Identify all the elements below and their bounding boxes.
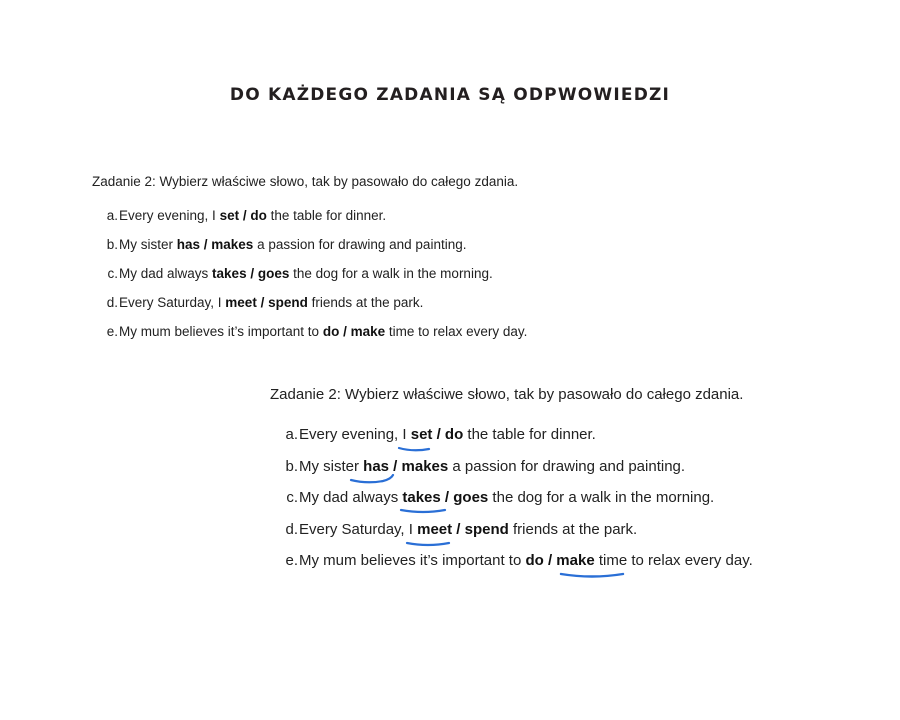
list-item [104, 322, 527, 351]
exercise-items [104, 206, 527, 351]
item-text-before: My sister [119, 237, 177, 252]
answer-underline [405, 540, 451, 548]
item-text-after: friends at the park. [307, 295, 424, 310]
list-item [283, 551, 753, 583]
item-choice: meet / spend [417, 520, 509, 538]
item-marker: e. [285, 552, 298, 569]
item-text-after: the table for dinner. [266, 208, 387, 223]
item-choice: set / do [219, 208, 267, 223]
item-text-after: the table for dinner. [463, 426, 596, 443]
answer-underline [349, 474, 395, 486]
item-text-before: My dad always [119, 266, 213, 281]
item-text-after: time to relax every day. [385, 324, 528, 339]
item-choice: takes / goes [402, 489, 489, 506]
list-item [283, 425, 753, 457]
exercise-answered [270, 386, 753, 583]
item-choice: meet / spend [225, 295, 308, 310]
list-item [283, 457, 753, 489]
list-item [283, 488, 753, 520]
item-marker: b. [285, 457, 298, 475]
item-text-after: a passion for drawing and painting. [253, 237, 467, 252]
item-marker: d. [285, 520, 298, 538]
item-marker: e. [106, 324, 118, 339]
item-text-before: My mum believes it’s important to [119, 324, 323, 339]
item-text-before: My dad always [299, 489, 403, 506]
page-title: DO KAŻDEGO ZADANIA SĄ ODPWOWIEDZI [229, 85, 671, 105]
item-marker: d. [106, 295, 118, 310]
item-marker: a. [106, 208, 118, 223]
item-text-after: the dog for a walk in the morning. [488, 489, 715, 506]
item-text-after: a passion for drawing and painting. [448, 457, 686, 475]
exercise-instruction: Zadanie 2: Wybierz właściwe słowo, tak by pasowało do całego zdania. [270, 386, 744, 403]
item-text-after: the dog for a walk in the morning. [289, 266, 493, 281]
item-marker: a. [285, 426, 298, 443]
item-text-before: My mum believes it’s important to [299, 552, 526, 569]
list-item [104, 264, 527, 293]
list-item [104, 235, 527, 264]
answer-underline [559, 571, 625, 580]
item-choice: do / make [525, 552, 595, 569]
item-choice: has / makes [176, 237, 254, 252]
list-item [283, 520, 753, 552]
item-choice: do / make [322, 324, 386, 339]
item-marker: b. [106, 237, 118, 252]
list-item [104, 293, 527, 322]
item-text-before: Every Saturday, I [119, 295, 226, 310]
item-text-before: Every evening, I [299, 426, 411, 443]
item-text-after: friends at the park. [508, 520, 638, 538]
item-text-before: Every Saturday, I [299, 520, 418, 538]
item-choice: set / do [410, 426, 464, 443]
item-text-before: My sister [299, 457, 364, 475]
item-text-after: time to relax every day. [594, 552, 753, 569]
exercise-blank [92, 174, 527, 351]
answer-underline [399, 507, 447, 515]
exercise-instruction: Zadanie 2: Wybierz właściwe słowo, tak by pasowało do całego zdania. [92, 174, 519, 189]
list-item [104, 206, 527, 235]
exercise-items [283, 425, 753, 583]
item-text-before: Every evening, I [119, 208, 220, 223]
answer-underline [397, 445, 431, 453]
item-marker: c. [286, 489, 298, 506]
item-marker: c. [107, 266, 118, 281]
item-choice: has / makes [363, 457, 449, 475]
item-choice: takes / goes [212, 266, 290, 281]
